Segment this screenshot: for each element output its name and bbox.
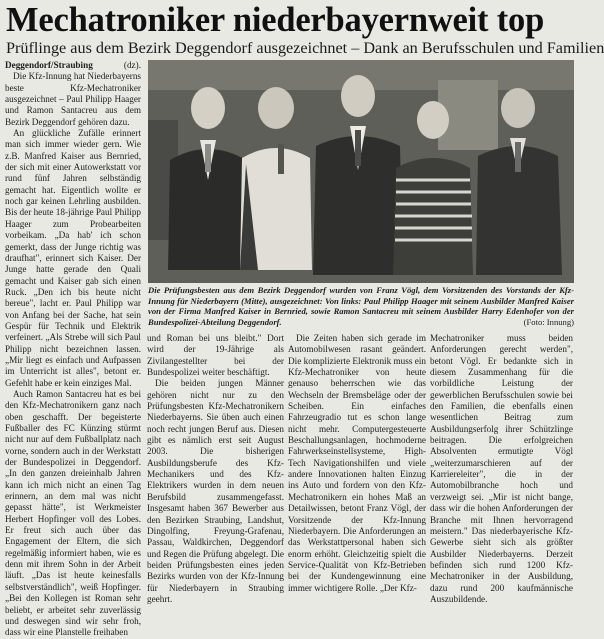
subheadline: Prüflinge aus dem Bezirk Deggendorf ausgezeichnet – Dank an Berufsschulen und Familien xyxy=(6,39,604,57)
photo-credit: (Foto: Innung) xyxy=(523,316,574,327)
photo-illustration xyxy=(148,60,574,283)
caption-text: Die Prüfungsbesten aus dem Bezirk Deggendorf wurden von Franz Vögl, dem Vorsitzenden des Vorstands der Kfz-Innung für Niederbayern (Mitte), ausgezeichnet: Von links: Paul Philipp Haager mit seinem Ausbilder Manfred Kaiser von der Firma Manfred Kaiser in Bernried, sowie Ramon Santacreu mit seinem Ausbilder Harry Edenhofer von der Bundespolizei-Abteilung Deggendorf. xyxy=(148,285,574,327)
paragraph: und Roman bei uns bleibt." Dort wird der 19-Jährige als Zivilangestellter bei der Bundespolizei weiter beschäftigt. xyxy=(147,333,284,378)
dateline: Deggendorf/Straubing xyxy=(5,60,93,70)
paragraph: An glückliche Zufälle erinnert man sich immer wieder gern. Wie z.B. Manfred Kaiser aus Bernried, der sich mit einer Autowerkstatt vor rund fünf Jahren selbständig gemacht hat. Eigentlich wollte er noch gar keinen Lehrling ausbilden. Bis der heute 18-jährige Paul Philipp Haager zum Probearbeiten vorbeikam. „Da hab' ich schon gemerkt, dass der Junge richtig was draufhat", erinnert sich Kaiser. Der Junge hatte gerade den Quali gemacht und Kaiser gab sich einen Ruck. „Den ich bis heute nicht bereue", lacht er. Paul Philipp war von Anfang bei der Sache, hat sein Gespür für Technik und Elektrik verfeinert. „Als Strebe will sich Paul Philipp nicht bezeichnen lassen. „Mir liegt es einfach und Aufpassen im Unterricht ist alles", betont er. Gefehlt habe er kein einziges Mal. xyxy=(5,128,142,388)
paragraph: Die Kfz-Innung hat Niederbayerns beste Kfz-Mechatroniker ausgezeichnet – Paul Philipp Haager und Ramon Santacreu aus dem Bezirk Deggendorf gehören dazu. xyxy=(5,71,141,127)
photo-caption xyxy=(148,285,574,327)
article-column-2 xyxy=(147,333,284,604)
lead-paragraph xyxy=(5,60,141,71)
paragraph: Die Zeiten haben sich gerade im Automobilwesen rasant geändert. Die komplizierte Elektronik muss ein Kfz-Mechatroniker von heute genauso beherrschen wie das Wechseln der Bremsbeläge oder der Scheiben. Ein einfaches Fahrzeugradio tut es schon lange nicht mehr. Computergesteuerte Beschallungsanlagen, hochmoderne Fahrwerkseinstellsysteme, High-Tech Navigationshilfen und viele andere Innovationen halten Einzug ins Auto und fordern von den Kfz-Mechatronikern ein hohes Maß an Detailwissen, betont Franz Vögl, der Vorsitzende der Kfz-Innung Niederbayern. Die Anforderungen an das Werkstattpersonal haben sich enorm erhöht. Gleichzeitig spielt die Service-Qualität von Kfz-Betrieben bei der Kundengewinnung eine immer wichtigere Rolle. „Der Kfz- xyxy=(288,333,426,593)
paragraph: Auch Ramon Santacreu hat es bei den Kfz-Mechatronikern ganz nach oben geschafft. Der begeisterte Fußballer des FC Künzing stürmt nicht nur auf dem Fußballplatz nach vorne, sondern auch in der Werkstatt der Bundespolizei in Deggendorf. „In den ganzen dreieinhalb Jahren kann ich mich nicht an einen Tag erinnern, an dem mal was nicht gepasst hätte", ist Werkmeister Herbert Hopfinger voll des Lobes. Er freut sich auch über das Engagement der Eltern, die sich regelmäßig informiert haben, wie es denn mit ihrem Sohn in der Arbeit läuft. „Das ist heute keinesfalls selbstverständlich", weiß Hopfinger. „Bei den Kollegen ist Roman sehr beliebt, er arbeitet sehr zuverlässig und deswegen sind wir sehr froh, dass wir eine Planstelle freihaben xyxy=(5,388,141,638)
group-photo xyxy=(148,60,574,283)
article-column-4 xyxy=(430,333,573,604)
headline: Mechatroniker niederbayernweit top xyxy=(6,1,545,39)
agency-tag: (dz). xyxy=(123,60,141,70)
paragraph: Mechatroniker muss beiden Anforderungen gerecht werden", betont Vögl. Er bedankte sich in diesem Zusammenhang für die vorbildliche Leistung der gewerblichen Berufsschulen sowie bei den Familien, die ebenfalls einen wesentlichen Beitrag zum Ausbildungserfolg ihrer Schützlinge beitragen. Die erfolgreichen Absolventen ermutigte Vögl „weiterzumarschieren auf der Karriereleiter", die in der Automobilbranche hoch und verzweigt sei. „Mir ist nicht bange, dass wir die hohen Anforderungen der Branche mit Ihnen hervorragend meistern." Das niederbayerische Kfz-Gewerbe sieht sich als größter Ausbilder Niederbayerns. Derzeit befinden sich rund 1200 Kfz-Mechatroniker in der Ausbildung, dazu rund 200 kaufmännische Auszubildende. xyxy=(430,333,573,604)
article-column-3 xyxy=(288,333,426,593)
article-column-1 xyxy=(5,60,142,638)
paragraph: Die beiden jungen Männer gehören nicht nur zu den Prüfungsbesten Kfz-Mechatronikern Niederbayerns. Sie üben auch einen noch recht jungen Beruf aus. Diesen gibt es nämlich erst seit August 2003. Die bisherigen Ausbildungsberufe des Kfz-Mechanikers und des Kfz-Elektrikers wurden in dem neuen Berufsbild zusammengefasst. Insgesamt haben 367 Bewerber aus den Bezirken Straubing, Landshut, Dingolfing, Freyung-Grafenau, Passau, Waldkirchen, Deggendorf und Regen die Prüfung abgelegt. Die beiden Prüfungsbesten eines jeden Bezirks wurden von der Kfz-Innung für Niederbayern in Straubing geehrt. xyxy=(147,378,284,604)
